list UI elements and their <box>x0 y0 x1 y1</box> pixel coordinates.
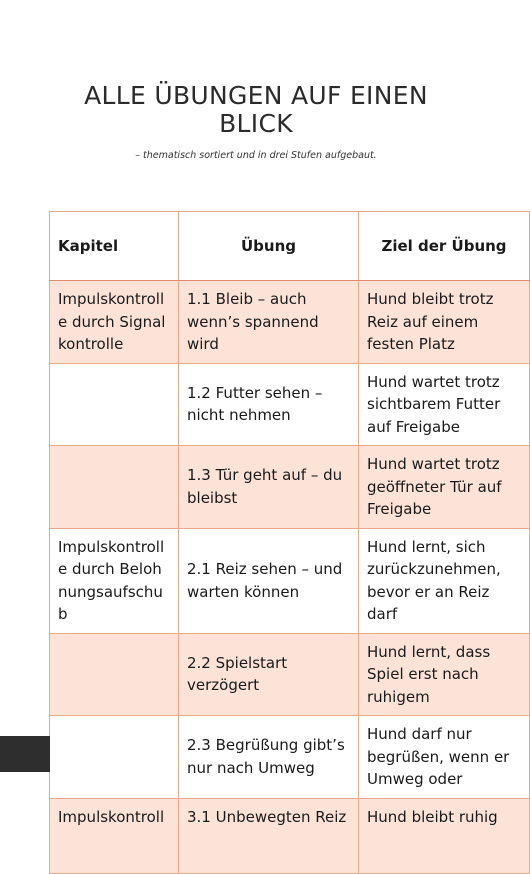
column-header-exercise: Übung <box>179 212 359 281</box>
cell-chapter <box>50 716 179 799</box>
column-header-chapter: Kapitel <box>50 212 179 281</box>
cell-exercise: 2.3 Begrüßung gibt’s nur nach Umweg <box>179 716 359 799</box>
column-header-goal: Ziel der Übung <box>359 212 530 281</box>
cell-chapter <box>50 633 179 716</box>
cell-chapter: Impulskontroll <box>50 798 179 873</box>
cell-goal: Hund lernt, dass Spiel erst nach ruhigem <box>359 633 530 716</box>
cell-exercise: 3.1 Unbewegten Reiz <box>179 798 359 873</box>
cell-goal: Hund wartet trotz geöffneter Tür auf Freigabe <box>359 446 530 529</box>
table-row <box>50 528 530 633</box>
table-row <box>50 363 530 446</box>
cell-chapter <box>50 363 179 446</box>
exercise-table <box>49 211 530 874</box>
cell-goal: Hund darf nur begrüßen, wenn er Umweg oder <box>359 716 530 799</box>
side-tab[interactable] <box>0 736 50 772</box>
table-row <box>50 446 530 529</box>
page-subtitle: – thematisch sortiert und in drei Stufen aufgebaut. <box>135 150 377 161</box>
cell-goal: Hund lernt, sich zurückzunehmen, bevor er an Reiz darf <box>359 528 530 633</box>
cell-exercise: 2.2 Spielstart verzögert <box>179 633 359 716</box>
cell-exercise: 2.1 Reiz sehen – und warten können <box>179 528 359 633</box>
cell-chapter <box>50 446 179 529</box>
cell-goal: Hund wartet trotz sichtbarem Futter auf Freigabe <box>359 363 530 446</box>
cell-goal: Hund bleibt trotz Reiz auf einem festen Platz <box>359 281 530 364</box>
table-row <box>50 798 530 873</box>
table-header-row <box>50 212 530 281</box>
cell-exercise: 1.3 Tür geht auf – du bleibst <box>179 446 359 529</box>
cell-chapter: Impulskontrolle durch Signalkontrolle <box>50 281 179 364</box>
table-row <box>50 633 530 716</box>
exercise-table-container <box>49 211 510 826</box>
page-title: ALLE ÜBUNGEN AUF EINEN BLICK <box>84 81 428 138</box>
cell-goal: Hund bleibt ruhig <box>359 798 530 873</box>
table-row <box>50 716 530 799</box>
cell-exercise: 1.2 Futter sehen – nicht nehmen <box>179 363 359 446</box>
cell-chapter: Impulskontrolle durch Belohnungsaufschub <box>50 528 179 633</box>
table-row <box>50 281 530 364</box>
cell-exercise: 1.1 Bleib – auch wenn’s spannend wird <box>179 281 359 364</box>
